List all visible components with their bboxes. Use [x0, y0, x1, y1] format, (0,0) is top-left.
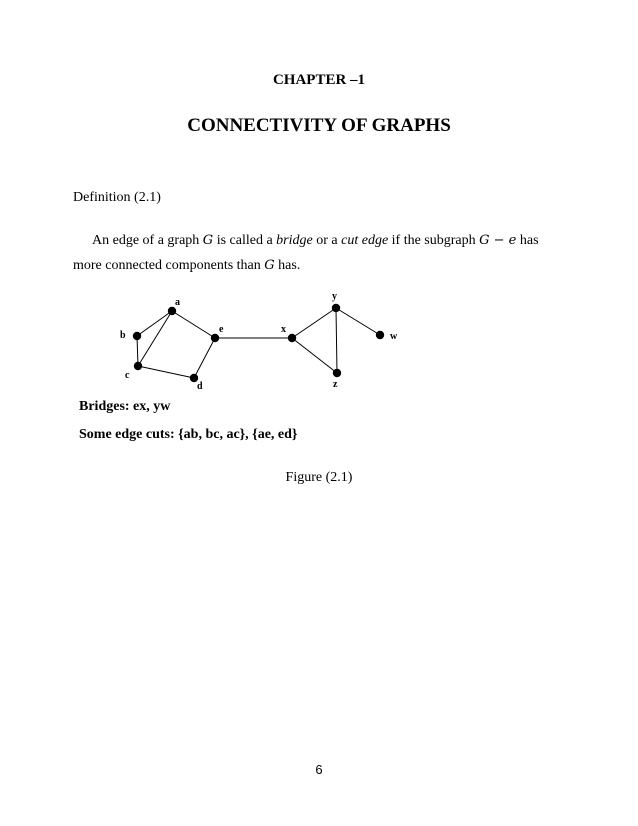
paragraph-text: more connected components than [73, 258, 265, 273]
vertex-label-y: y [332, 291, 337, 302]
vertex-label-b: b [120, 330, 126, 341]
definition-heading: Definition (2.1) [73, 190, 161, 205]
paragraph-text: has [516, 233, 539, 248]
edge-ab [137, 311, 172, 336]
paragraph-text: or a [312, 233, 342, 248]
paragraph-text: has. [274, 258, 301, 273]
vertex-label-z: z [333, 379, 338, 390]
graph-edges [137, 308, 380, 378]
edge-cd [138, 366, 194, 378]
vertex-label-e: e [219, 324, 224, 335]
edge-bc [137, 336, 138, 366]
vertex-e [211, 334, 219, 342]
edge-yz [336, 308, 337, 373]
vertex-label-x: x [281, 324, 286, 335]
graph-figure [70, 288, 430, 450]
bridges-text: Bridges: ex, yw [79, 399, 171, 414]
paragraph-text: if the subgraph [388, 233, 480, 248]
vertex-x [288, 334, 296, 342]
vertex-y [332, 304, 340, 312]
paragraph-text: An edge of a graph [92, 233, 203, 248]
edge-ae [172, 311, 215, 338]
paragraph-line-1 [73, 228, 571, 253]
math-symbol-g: G [264, 258, 275, 273]
term-bridge: bridge [276, 233, 313, 248]
vertex-labels [120, 291, 398, 392]
edge-xz [292, 338, 337, 373]
graph-vertices [133, 304, 384, 382]
chapter-heading: CHAPTER –1 [272, 72, 366, 88]
math-symbol-g: G [202, 233, 214, 248]
edge-xy [292, 308, 336, 338]
edge-yw [336, 308, 380, 335]
vertex-c [134, 362, 142, 370]
page-number: 6 [315, 762, 323, 777]
term-cut-edge: cut edge [341, 233, 389, 248]
vertex-b [133, 332, 141, 340]
edge-cuts-text: Some edge cuts: {ab, bc, ac}, {ae, ed} [79, 427, 298, 442]
vertex-label-w: w [390, 331, 398, 342]
math-g-minus-e: G − e [479, 233, 517, 248]
definition-paragraph [73, 228, 571, 278]
edge-ed [194, 338, 215, 378]
edge-ac [138, 311, 172, 366]
vertex-label-a: a [175, 297, 180, 308]
vertex-label-c: c [125, 370, 130, 381]
chapter-title: CONNECTIVITY OF GRAPHS [187, 115, 451, 136]
vertex-w [376, 331, 384, 339]
paragraph-line-2 [73, 253, 571, 278]
paragraph-text: is called a [213, 233, 277, 248]
figure-caption: Figure (2.1) [285, 470, 353, 485]
vertex-z [333, 369, 341, 377]
vertex-a [168, 307, 176, 315]
vertex-label-d: d [197, 381, 203, 392]
